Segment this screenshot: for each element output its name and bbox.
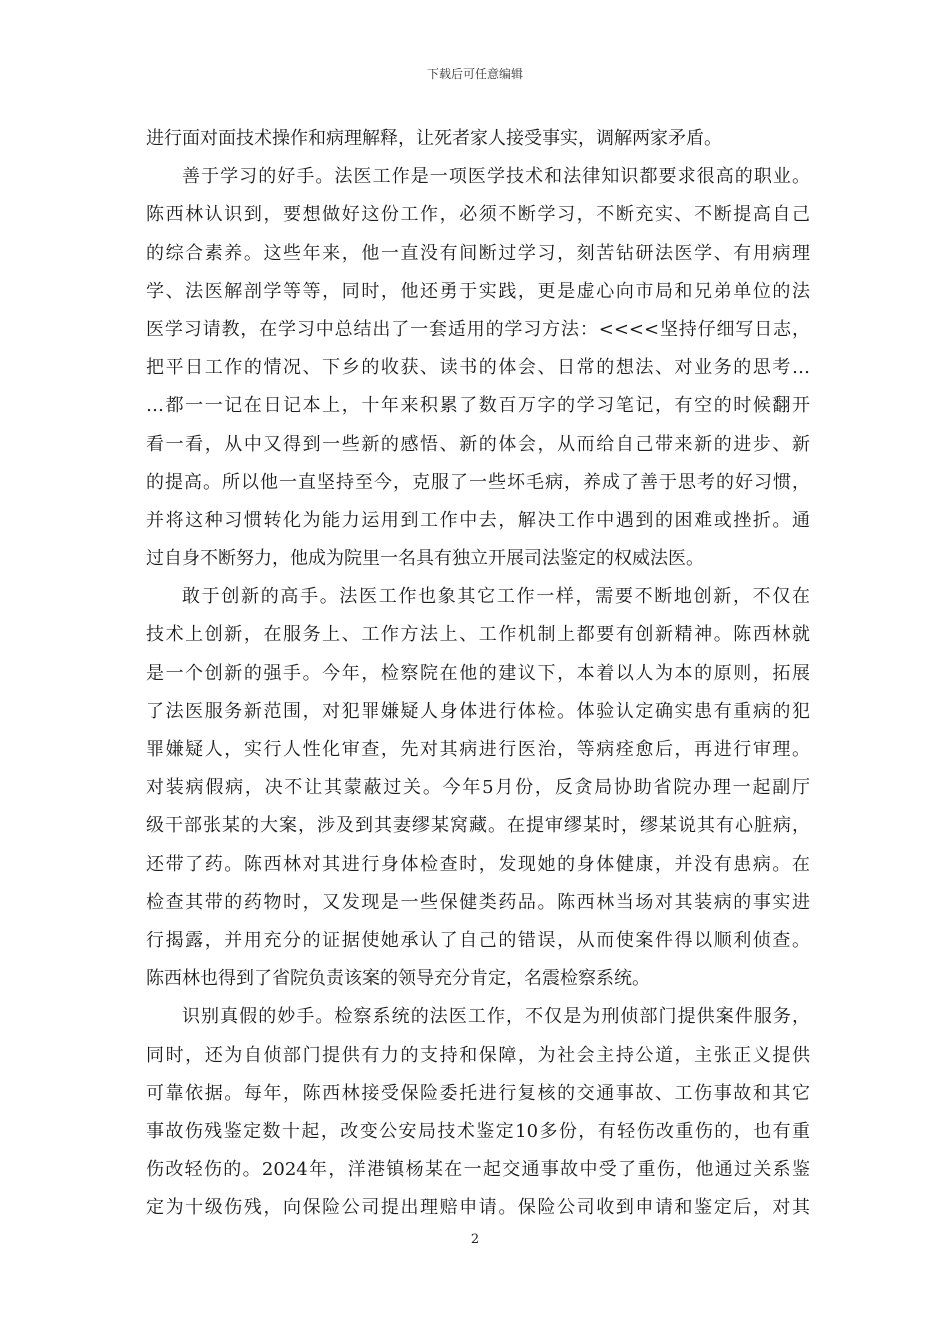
text-line: 可靠依据。每年，陈西林接受保险委托进行复核的交通事故、工伤事故和其它 — [146, 1082, 810, 1104]
text-line: 伤改轻伤的。2024年，洋港镇杨某在一起交通事故中受了重伤，他通过关系鉴 — [146, 1159, 810, 1181]
text-line: 技术上创新，在服务上、工作方法上、工作机制上都要有创新精神。陈西林就 — [146, 624, 810, 646]
text-line: 定为十级伤残，向保险公司提出理赔申请。保险公司收到申请和鉴定后，对其 — [146, 1197, 810, 1219]
document-body — [146, 120, 810, 1227]
text-line: 并将这种习惯转化为能力运用到工作中去，解决工作中遇到的困难或挫折。通 — [146, 509, 810, 531]
page-header: 下载后可任意编辑 — [426, 67, 523, 81]
text-line: 把平日工作的情况、下乡的收获、读书的体会、日常的想法、对业务的思考… — [146, 357, 810, 379]
text-line: 的提高。所以他一直坚持至今，克服了一些坏毛病，养成了善于思考的好习惯， — [146, 471, 810, 493]
text-line: 检查其带的药物时，又发现是一些保健类药品。陈西林当场对其装病的事实进 — [146, 891, 810, 913]
page-number: 2 — [470, 1232, 480, 1247]
paragraph-start-line: 识别真假的妙手。检察系统的法医工作，不仅是为刑侦部门提供案件服务， — [182, 1006, 810, 1028]
paragraph-start-line: 敢于创新的高手。法医工作也象其它工作一样，需要不断地创新，不仅在 — [182, 586, 810, 608]
text-line: 事故伤残鉴定数十起，改变公安局技术鉴定10多份，有轻伤改重伤的，也有重 — [146, 1120, 810, 1142]
text-line: 陈西林也得到了省院负责该案的领导充分肯定，名震检察系统。 — [146, 968, 650, 990]
text-line: 的综合素养。这些年来，他一直没有间断过学习，刻苦钻研法医学、有用病理 — [146, 242, 810, 264]
text-line: 行揭露，并用充分的证据使她承认了自己的错误，从而使案件得以顺利侦查。 — [146, 929, 810, 951]
text-line: 了法医服务新范围，对犯罪嫌疑人身体进行体检。体验认定确实患有重病的犯 — [146, 700, 810, 722]
text-line: 进行面对面技术操作和病理解释，让死者家人接受事实，调解两家矛盾。 — [146, 128, 722, 149]
text-line: 同时，还为自侦部门提供有力的支持和保障，为社会主持公道，主张正义提供 — [146, 1044, 810, 1066]
paragraph-start-line: 善于学习的好手。法医工作是一项医学技术和法律知识都要求很高的职业。 — [182, 166, 810, 188]
text-line: 罪嫌疑人，实行人性化审查，先对其病进行医治，等病痊愈后，再进行审理。 — [146, 739, 810, 760]
text-line: 还带了药。陈西林对其进行身体检查时，发现她的身体健康，并没有患病。在 — [146, 853, 810, 875]
text-line: 医学习请教，在学习中总结出了一套适用的学习方法：<<<<坚持仔细写日志， — [146, 318, 810, 340]
text-line: 陈西林认识到，要想做好这份工作，必须不断学习，不断充实、不断提高自己 — [146, 204, 810, 226]
text-line: 看一看，从中又得到一些新的感悟、新的体会，从而给自己带来新的进步、新 — [146, 433, 810, 455]
text-line: …都一一记在日记本上，十年来积累了数百万字的学习笔记，有空的时候翻开 — [146, 395, 810, 417]
text-line: 学、法医解剖学等等，同时，他还勇于实践，更是虚心向市局和兄弟单位的法 — [146, 280, 810, 302]
text-line: 是一个创新的强手。今年，检察院在他的建议下，本着以人为本的原则，拓展 — [146, 662, 810, 684]
text-line: 过自身不断努力，他成为院里一名具有独立开展司法鉴定的权威法医。 — [146, 548, 704, 570]
text-line: 对装病假病，决不让其蒙蔽过关。今年5月份，反贪局协助省院办理一起副厅 — [146, 777, 810, 799]
text-line: 级干部张某的大案，涉及到其妻缪某窝藏。在提审缪某时，缪某说其有心脏病， — [146, 815, 810, 837]
